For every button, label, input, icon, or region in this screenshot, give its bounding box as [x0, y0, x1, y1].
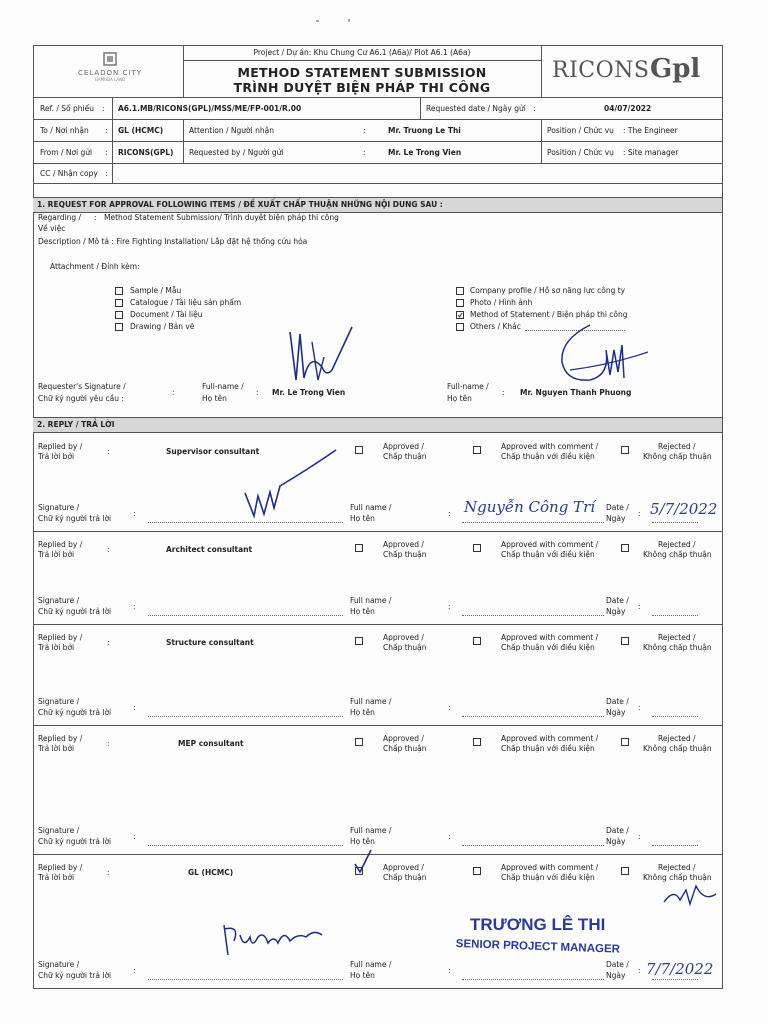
requester-fullname-label-vi: Họ tên	[202, 394, 227, 403]
date-label: Date /	[606, 503, 629, 512]
replied-by-colon: :	[107, 638, 110, 647]
replied-by-colon: :	[107, 545, 110, 554]
approved-checkbox[interactable]	[355, 738, 363, 746]
fullname-line	[462, 979, 604, 980]
attachment-checkbox[interactable]	[115, 311, 123, 319]
attachment-checkbox[interactable]	[456, 299, 464, 307]
date-label: Date /	[606, 697, 629, 706]
rejected-checkbox[interactable]	[621, 446, 629, 454]
reply-divider	[33, 624, 722, 625]
rejected-label: Rejected /	[658, 442, 696, 451]
approved-comment-label-vi: Chấp thuận với điều kiện	[501, 873, 595, 882]
reply-divider	[33, 531, 722, 532]
replied-by-colon: :	[107, 739, 110, 748]
position-to-value: : The Engineer	[623, 126, 678, 135]
signature-label: Signature /	[38, 960, 80, 969]
rejected-label: Rejected /	[658, 734, 696, 743]
fullname-label: Full name /	[350, 596, 392, 605]
replied-by-label: Replied by /	[38, 540, 83, 549]
cc-colon: :	[105, 169, 108, 178]
approved-with-comment-checkbox[interactable]	[473, 544, 481, 552]
signature-colon: :	[133, 602, 136, 611]
date-label-vi: Ngày	[606, 514, 626, 523]
signature-colon: :	[133, 509, 136, 518]
scan-speck	[316, 20, 319, 22]
date-label: Date /	[606, 960, 629, 969]
date-colon: :	[638, 832, 641, 841]
approved-label-vi: Chấp thuận	[383, 643, 427, 652]
approved-with-comment-checkbox[interactable]	[473, 637, 481, 645]
requester-signature	[282, 322, 362, 387]
approved-label: Approved /	[383, 734, 424, 743]
fullname-colon: :	[448, 509, 451, 518]
replier-name: MEP consultant	[178, 739, 244, 748]
replied-by-label-vi: Trả lời bởi	[38, 452, 75, 461]
stamp-title: SENIOR PROJECT MANAGER	[455, 938, 621, 956]
regarding-colon: :	[94, 213, 97, 222]
signature-label-vi: Chữ ký người trả lời	[38, 971, 112, 980]
fullname-line	[462, 522, 604, 523]
celadon-logo	[60, 52, 160, 88]
title-english: METHOD STATEMENT SUBMISSION	[237, 65, 487, 80]
title-vietnamese: TRÌNH DUYỆT BIỆN PHÁP THI CÔNG	[233, 80, 491, 95]
date-line	[652, 615, 698, 616]
scan-speck	[348, 19, 350, 22]
replied-by-colon: :	[107, 868, 110, 877]
fullname-line	[462, 716, 604, 717]
signature-label-vi: Chữ ký người trả lời	[38, 607, 112, 616]
approved-comment-label-vi: Chấp thuận với điều kiện	[501, 643, 595, 652]
rejected-label-vi: Không chấp thuận	[643, 550, 712, 559]
signature-colon: :	[133, 703, 136, 712]
approved-label: Approved /	[383, 863, 424, 872]
attachment-label: Photo / Hình ảnh	[470, 298, 533, 307]
description: Description / Mô tả : Fire Fighting Installation/ Lắp đặt hệ thống cứu hỏa	[38, 237, 308, 246]
requested-by-label: Requested by / Người gửi	[189, 148, 284, 157]
date-line	[652, 522, 698, 523]
attachment-label: Document / Tài liệu	[130, 310, 203, 319]
approved-comment-label-vi: Chấp thuận với điều kiện	[501, 550, 595, 559]
replied-by-label-vi: Trả lời bởi	[38, 744, 75, 753]
approved-checkbox[interactable]	[355, 637, 363, 645]
gl-handwritten-date: 7/7/2022	[646, 960, 714, 978]
approved-with-comment-checkbox[interactable]	[473, 738, 481, 746]
attachment-checkbox[interactable]	[115, 299, 123, 307]
fullname-label: Full name /	[350, 697, 392, 706]
fullname-label-vi: Họ tên	[350, 514, 375, 523]
rejected-checkbox[interactable]	[621, 544, 629, 552]
approved-comment-label: Approved with comment /	[501, 633, 599, 642]
attachment-label: Method of Statement / Biện pháp thi công	[470, 310, 628, 319]
approver-fullname-colon: :	[502, 388, 505, 397]
approved-label: Approved /	[383, 442, 424, 451]
replied-by-label-vi: Trả lời bởi	[38, 643, 75, 652]
replier-name: GL (HCMC)	[188, 868, 234, 877]
rejected-label: Rejected /	[658, 633, 696, 642]
approved-comment-label-vi: Chấp thuận với điều kiện	[501, 452, 595, 461]
approver-name: Mr. Nguyen Thanh Phuong	[520, 388, 632, 397]
attachment-label: Drawing / Bản vẽ	[130, 322, 195, 331]
approved-label-vi: Chấp thuận	[383, 550, 427, 559]
requested-by-colon: :	[363, 148, 366, 157]
attachment-checkbox[interactable]	[115, 323, 123, 331]
signature-label-vi: Chữ ký người trả lời	[38, 514, 112, 523]
date-label-vi: Ngày	[606, 607, 626, 616]
attachment-label: Others / Khác	[470, 322, 521, 331]
position-from-value: : Site manager	[623, 148, 679, 157]
to-label: To / Nơi nhận	[40, 126, 89, 135]
gpl-logo: Gpl	[650, 54, 701, 84]
position-label-from: Position / Chức vụ	[547, 148, 614, 157]
rejected-checkbox[interactable]	[621, 637, 629, 645]
ricons-logo: RICONS	[552, 58, 650, 83]
signature-line	[148, 716, 343, 717]
from-value: RICONS(GPL)	[118, 148, 174, 157]
gl-signature	[218, 915, 328, 960]
attention-colon: :	[363, 126, 366, 135]
approved-comment-label: Approved with comment /	[501, 540, 599, 549]
fullname-label: Full name /	[350, 826, 392, 835]
celadon-logo-icon	[101, 52, 119, 68]
date-colon: :	[638, 509, 641, 518]
regarding-label: Regarding /	[38, 213, 82, 222]
regarding-label-vi: Về việc	[38, 224, 66, 233]
attention-value: Mr. Truong Le Thi	[388, 126, 461, 135]
attachment-label: Attachment / Đính kèm:	[50, 262, 140, 271]
to-colon: :	[105, 126, 108, 135]
signature-label: Signature /	[38, 503, 80, 512]
rejected-label-vi: Không chấp thuận	[643, 643, 712, 652]
rejected-label-vi: Không chấp thuận	[643, 873, 712, 882]
requester-fullname-colon: :	[256, 388, 259, 397]
ref-colon: :	[102, 104, 105, 113]
stamp-name: TRƯƠNG LÊ THI	[470, 915, 606, 934]
requester-fullname-label: Full-name /	[202, 382, 244, 391]
replier-name: Supervisor consultant	[166, 447, 260, 456]
ref-value: A6.1.MB/RICONS(GPL)/MSS/ME/FP-001/R.00	[118, 104, 302, 113]
section2-heading: 2. REPLY / TRẢ LỜI	[37, 420, 115, 429]
approver-signature	[540, 320, 650, 390]
gl-approved-checkmark	[352, 848, 374, 874]
approved-label-vi: Chấp thuận	[383, 452, 427, 461]
section1-heading: 1. REQUEST FOR APPROVAL FOLLOWING ITEMS / ĐỀ XUẤT CHẤP THUẬN NHỮNG NỘI DUNG SAU :	[37, 200, 443, 209]
supervisor-handwritten-date: 5/7/2022	[650, 500, 718, 518]
replied-by-label: Replied by /	[38, 633, 83, 642]
signature-line	[148, 522, 343, 523]
date-line	[652, 979, 698, 980]
signature-line	[148, 979, 343, 980]
signature-label: Signature /	[38, 596, 80, 605]
approved-label-vi: Chấp thuận	[383, 873, 427, 882]
approved-comment-label: Approved with comment /	[501, 863, 599, 872]
approved-label: Approved /	[383, 633, 424, 642]
fullname-label-vi: Họ tên	[350, 708, 375, 717]
replier-name: Structure consultant	[166, 638, 254, 647]
attachment-checkbox[interactable]	[456, 323, 464, 331]
celadon-logo-text: CELADON CITY	[77, 69, 143, 77]
checkbox-check-icon	[457, 312, 463, 318]
reply-divider	[33, 725, 722, 726]
signature-line	[148, 615, 343, 616]
attachment-label: Sample / Mẫu	[130, 286, 182, 295]
rejected-label: Rejected /	[658, 540, 696, 549]
rejected-label-vi: Không chấp thuận	[643, 744, 712, 753]
attachment-label: Catalogue / Tài liệu sản phẩm	[130, 298, 242, 307]
from-label: From / Nơi gửi	[40, 148, 93, 157]
attention-label: Attention / Người nhận	[189, 126, 274, 135]
date-colon: :	[638, 966, 641, 975]
date-colon: :	[638, 602, 641, 611]
from-colon: :	[105, 148, 108, 157]
attachment-checkbox[interactable]	[456, 287, 464, 295]
signature-label-vi: Chữ ký người trả lời	[38, 708, 112, 717]
approved-comment-label-vi: Chấp thuận với điều kiện	[501, 744, 595, 753]
date-colon: :	[638, 703, 641, 712]
date-label-vi: Ngày	[606, 708, 626, 717]
section2-heading-band	[33, 417, 722, 433]
rejected-checkbox[interactable]	[621, 738, 629, 746]
signature-label: Signature /	[38, 826, 80, 835]
position-label-to: Position / Chức vụ	[547, 126, 614, 135]
date-label-vi: Ngày	[606, 971, 626, 980]
approved-checkbox[interactable]	[355, 544, 363, 552]
requested-date-colon: :	[533, 104, 536, 113]
date-label: Date /	[606, 826, 629, 835]
requester-signature-label: Requester's Signature /	[38, 382, 126, 391]
replied-by-label: Replied by /	[38, 734, 83, 743]
regarding-value: Method Statement Submission/ Trình duyệt biện pháp thi công	[104, 213, 339, 222]
approved-comment-label: Approved with comment /	[501, 734, 599, 743]
cc-label: CC / Nhận copy	[40, 169, 98, 178]
requested-date-label: Requested date / Ngày gửi	[426, 104, 526, 113]
fullname-colon: :	[448, 602, 451, 611]
rejected-label: Rejected /	[658, 863, 696, 872]
fullname-label-vi: Họ tên	[350, 837, 375, 846]
replier-name: Architect consultant	[166, 545, 253, 554]
requester-signature-colon: :	[172, 388, 175, 397]
attachment-checkbox[interactable]	[115, 287, 123, 295]
fullname-line	[462, 615, 604, 616]
approved-with-comment-checkbox[interactable]	[473, 446, 481, 454]
approved-with-comment-checkbox[interactable]	[473, 867, 481, 875]
approved-label: Approved /	[383, 540, 424, 549]
signature-colon: :	[133, 966, 136, 975]
signature-label-vi: Chữ ký người trả lời	[38, 837, 112, 846]
approved-checkbox[interactable]	[355, 446, 363, 454]
requested-by-value: Mr. Le Trong Vien	[388, 148, 462, 157]
reply-divider	[33, 854, 722, 855]
supervisor-handwritten-name: Nguyễn Công Trí	[464, 498, 596, 516]
replied-by-label: Replied by /	[38, 442, 83, 451]
signature-colon: :	[133, 832, 136, 841]
fullname-colon: :	[448, 966, 451, 975]
signature-line	[148, 845, 343, 846]
fullname-line	[462, 845, 604, 846]
fullname-colon: :	[448, 703, 451, 712]
date-line	[652, 716, 698, 717]
replied-by-colon: :	[107, 447, 110, 456]
date-line	[652, 845, 698, 846]
fullname-colon: :	[448, 832, 451, 841]
ref-label: Ref. / Số phiếu	[40, 104, 94, 113]
fullname-label: Full name /	[350, 503, 392, 512]
signature-label: Signature /	[38, 697, 80, 706]
attachment-label: Company profile / Hồ sơ năng lực công ty	[470, 286, 626, 295]
approver-fullname-label-vi: Họ tên	[447, 394, 472, 403]
date-label-vi: Ngày	[606, 837, 626, 846]
approved-label-vi: Chấp thuận	[383, 744, 427, 753]
attachment-checkbox[interactable]	[456, 311, 464, 319]
fullname-label-vi: Họ tên	[350, 607, 375, 616]
fullname-label-vi: Họ tên	[350, 971, 375, 980]
replied-by-label-vi: Trả lời bởi	[38, 873, 75, 882]
approver-fullname-label: Full-name /	[447, 382, 489, 391]
requester-name: Mr. Le Trong Vien	[272, 388, 346, 397]
celadon-logo-subtext: GAMUDA LAND	[94, 77, 126, 82]
to-value: GL (HCMC)	[118, 126, 164, 135]
project-name: Project / Dự án: Khu Chung Cư A6.1 (A6a)/ Plot A6.1 (A6a)	[253, 48, 471, 57]
requester-signature-label-vi: Chữ ký người yêu cầu :	[38, 394, 124, 403]
requested-date-value: 04/07/2022	[604, 104, 652, 113]
section1-heading-band	[33, 197, 722, 213]
replied-by-label: Replied by /	[38, 863, 83, 872]
replied-by-label-vi: Trả lời bởi	[38, 550, 75, 559]
rejected-checkbox[interactable]	[621, 867, 629, 875]
gl-initial-signature	[660, 880, 720, 910]
approved-comment-label: Approved with comment /	[501, 442, 599, 451]
fullname-label: Full name /	[350, 960, 392, 969]
date-label: Date /	[606, 596, 629, 605]
supervisor-signature	[240, 448, 340, 520]
rejected-label-vi: Không chấp thuận	[643, 452, 712, 461]
